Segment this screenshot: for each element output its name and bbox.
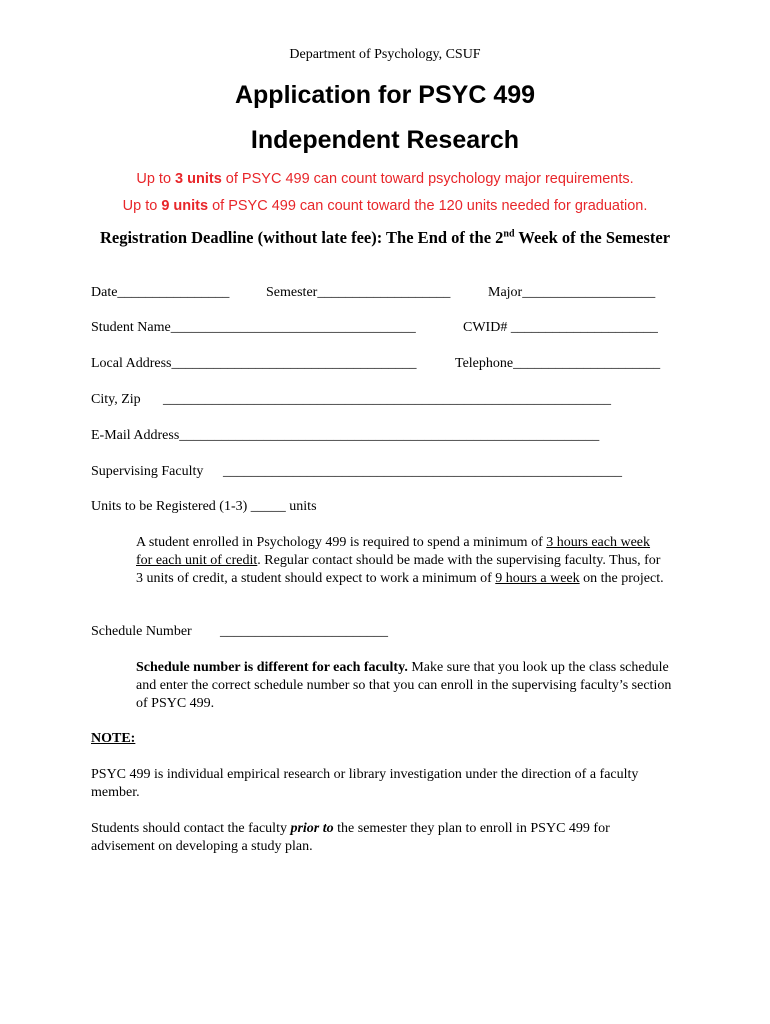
units-u1: 3 hours each week for each unit of credit bbox=[136, 535, 651, 568]
telephone-field[interactable]: Telephone_____________________ bbox=[455, 356, 661, 371]
units-p3: on the project. bbox=[579, 571, 664, 586]
deadline-sup: nd bbox=[503, 228, 515, 240]
schedule-bold: Schedule number is different for each faculty. bbox=[136, 660, 408, 675]
cwid-field[interactable]: CWID# _____________________ bbox=[463, 320, 658, 335]
title-line-1: Application for PSYC 499 bbox=[234, 81, 536, 109]
note2-post-text: the semester they plan to enroll in PSYC 499 for advisement on developing a study plan. bbox=[91, 821, 610, 854]
note2-post: of PSYC 499 can count toward the 120 units needed for graduation. bbox=[208, 198, 648, 214]
schedule-number-field[interactable]: ________________________ bbox=[220, 624, 388, 639]
note-paragraph-2 bbox=[91, 820, 671, 856]
note1-pre: Up to bbox=[136, 171, 176, 187]
note2-pre-text: Students should contact the faculty bbox=[91, 821, 291, 836]
units-p1: A student enrolled in Psychology 499 is required to spend a minimum of bbox=[136, 535, 547, 550]
title-line-2: Independent Research bbox=[250, 126, 520, 154]
email-field[interactable]: E-Mail Address____________________________________________________________ bbox=[91, 428, 600, 443]
note1-bold: 3 units bbox=[175, 171, 222, 187]
schedule-number-label: Schedule Number bbox=[91, 624, 192, 639]
note2-pre: Up to bbox=[122, 198, 162, 214]
note-paragraph-1: PSYC 499 is individual empirical research or library investigation under the direction of a faculty member. bbox=[91, 767, 639, 800]
local-address-field[interactable]: Local Address___________________________________ bbox=[91, 356, 417, 371]
registration-deadline bbox=[0, 228, 770, 248]
note-heading: NOTE: bbox=[91, 731, 136, 746]
units-field[interactable]: Units to be Registered (1-3) _____ units bbox=[91, 499, 317, 514]
date-field[interactable]: Date________________ bbox=[91, 285, 230, 300]
note-units-major bbox=[0, 171, 770, 187]
deadline-pre: Registration Deadline (without late fee): The End of the 2 bbox=[99, 228, 504, 247]
supervising-faculty-label: Supervising Faculty bbox=[91, 464, 204, 479]
note-units-graduation bbox=[0, 198, 770, 214]
note1-post: of PSYC 499 can count toward psychology major requirements. bbox=[221, 171, 634, 187]
student-name-field[interactable]: Student Name___________________________________ bbox=[91, 320, 416, 335]
department-header: Department of Psychology, CSUF bbox=[289, 47, 481, 62]
units-u2: 9 hours a week bbox=[495, 571, 580, 586]
major-field[interactable]: Major___________________ bbox=[488, 285, 656, 300]
supervising-faculty-field[interactable]: _________________________________________________________ bbox=[223, 464, 622, 479]
note2-bold: 9 units bbox=[161, 198, 209, 214]
schedule-rest: Make sure that you look up the class schedule and enter the correct schedule number so that you can enroll in the supervising faculty’s section of PSYC 499. bbox=[136, 660, 672, 711]
note2-emphasis: prior to bbox=[290, 821, 334, 836]
units-p2: . Regular contact should be made with the supervising faculty. Thus, for 3 units of credit, a student should expect to work a minimum of bbox=[136, 553, 661, 586]
deadline-post: Week of the Semester bbox=[514, 228, 671, 247]
city-zip-label: City, Zip bbox=[91, 392, 141, 407]
schedule-paragraph bbox=[136, 659, 676, 713]
units-requirement-paragraph bbox=[136, 534, 666, 588]
city-zip-field[interactable]: ________________________________________________________________ bbox=[163, 392, 611, 407]
semester-field[interactable]: Semester___________________ bbox=[266, 285, 451, 300]
